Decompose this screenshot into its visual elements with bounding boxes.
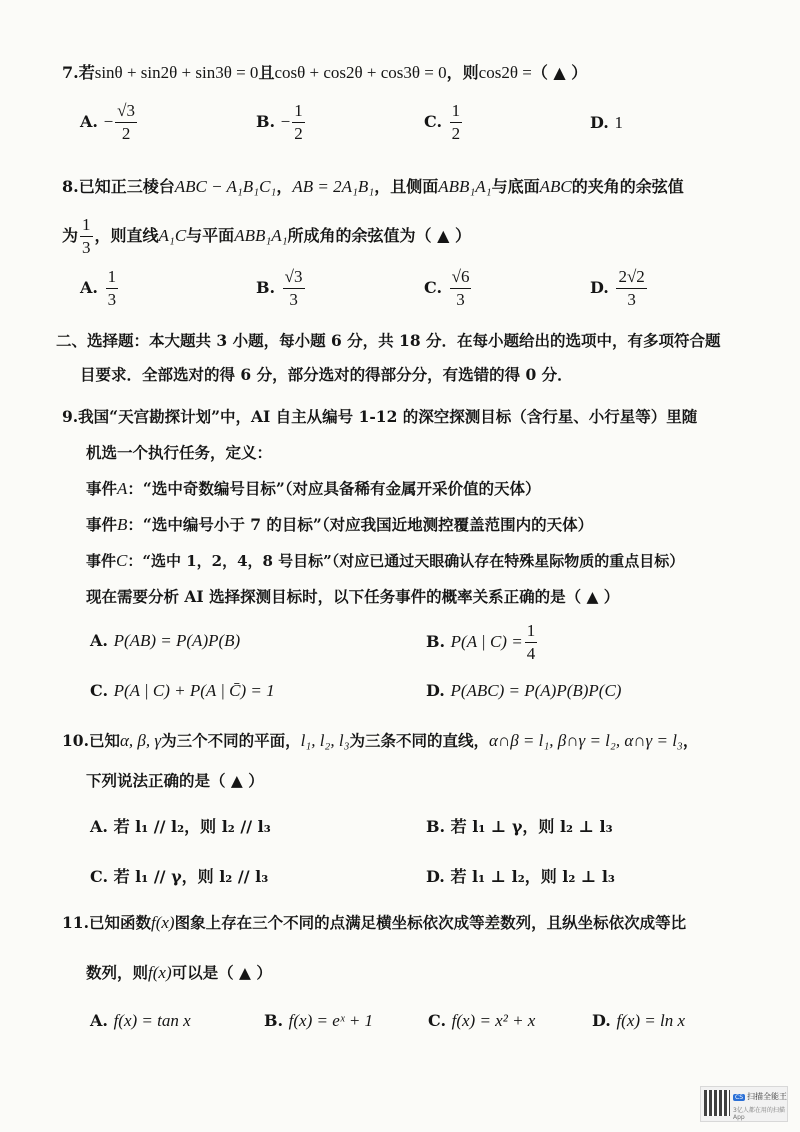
q9-option-a-label: A. [90,631,108,650]
q8-option-b [256,266,307,311]
q8-frustum: ABC − A₁B₁C₁ [174,177,277,196]
q10-option-c-text: 若 l₁ // γ，则 l₂ // l₃ [113,867,269,886]
q10-option-b-label: B. [426,817,446,836]
q8-option-c-den: 3 [456,290,465,309]
q9-event-c-text: ：“选中 1，2，4，8 号目标”（对应已通过天眼确认存在特殊星际物质的重点目标） [127,552,685,570]
scanner-watermark [700,1086,788,1122]
q7-option-c [424,100,464,145]
q9-option-b-num: 1 [525,620,538,643]
q8-cos-num: 1 [80,214,93,237]
q10-option-c-label: C. [90,867,109,886]
q7-option-a-fraction [115,100,137,145]
q8-option-c-fraction [450,266,472,311]
q10-option-d-text: 若 l₁ ⊥ l₂，则 l₂ ⊥ l₃ [450,867,615,886]
q11-option-d [592,1010,685,1032]
q9-option-b [426,620,539,665]
q11-text-2c: 可以是（ ▲ ） [171,963,272,982]
q11-fx: f(x) [150,913,175,932]
q8-text-i: 的夹角的余弦值 [571,177,684,196]
q8-option-d-label: D. [590,278,609,297]
q7-option-c-fraction [450,100,463,145]
q9-stem-line2: 机选一个执行任务，定义： [86,443,273,462]
q11-option-c [428,1010,535,1032]
q10-option-a-label: A. [90,817,108,836]
q9-event-c-var: C [116,551,128,570]
q8-option-a-num: 1 [106,266,119,289]
q8-text-c: ， [276,177,293,196]
q8-text-b: ，则直线 [94,226,159,245]
q7-option-c-label: C. [424,112,443,131]
q9-event-b-text: ：“选中编号小于 7 的目标”（对应我国近地测控覆盖范围内的天体） [127,515,594,534]
q11-fx-2: f(x) [148,963,172,982]
q7-option-b-den: 2 [294,124,303,143]
q7-option-d [590,112,623,134]
watermark-subtitle: 3亿人都在用的扫描App [733,1107,785,1121]
q9-option-a [90,630,240,652]
q8-option-c-num: √6 [450,266,472,289]
q11-option-c-expr: f(x) = x² + x [451,1011,536,1030]
q10-option-d-label: D. [426,867,445,886]
q9-event-c-label: 事件 [86,552,117,570]
q9-option-a-expr: P(AB) = P(A)P(B) [113,631,241,650]
q11-option-a [90,1010,191,1032]
q11-text-2a: 数列，则 [86,963,149,982]
q7-option-d-label: D. [590,113,609,132]
q11-stem-line1 [62,912,686,934]
q9-option-d-label: D. [426,681,445,700]
section2-heading-line2: 目要求．全部选对的得 6 分，部分选对的得部分分，有选错的得 0 分． [80,365,573,384]
q8-cos-fraction [80,214,93,259]
q7-option-b-sign: − [280,112,291,131]
q8-number: 8. [62,177,79,196]
q8-stem-line1 [62,176,684,198]
q8-option-a [80,266,120,311]
watermark-title: 扫描全能王 [747,1092,787,1101]
q7-option-c-num: 1 [450,100,463,123]
q10-option-c [90,866,268,888]
q10-text-a: 10.已知 [62,731,120,750]
q9-option-c [90,680,275,702]
q11-option-b-label: B. [264,1011,284,1030]
q8-cos-den: 3 [82,238,91,257]
q8-text-a: 已知正三棱台 [78,177,175,196]
q8-option-d-num: 2√2 [616,266,646,289]
q7-option-b-label: B. [256,112,276,131]
q9-event-c [86,550,684,572]
q7-text-pre: 若 [78,63,95,82]
q9-option-b-fraction [525,620,538,665]
q8-option-b-den: 3 [289,290,298,309]
q8-option-d-den: 3 [627,290,636,309]
q10-stem-line2: 下列说法正确的是（ ▲ ） [86,771,264,790]
q9-ask: 现在需要分析 AI 选择探测目标时，以下任务事件的概率关系正确的是（ ▲ ） [86,587,620,606]
q8-side-face: ABB₁A₁ [438,177,492,196]
q7-option-c-den: 2 [451,124,461,143]
q11-option-d-expr: f(x) = ln x [616,1011,686,1030]
q8-plane: ABB₁A₁ [234,226,288,245]
q10-option-a [90,816,271,838]
q8-option-b-fraction [283,266,305,311]
q9-stem-line1: 9.我国“天宫勘探计划”中，AI 自主从编号 1-12 的深空探测目标（含行星、小行星等）里随 [62,407,698,426]
q7-option-b [256,100,307,145]
q8-option-c [424,266,473,311]
q7-equation-cos: cosθ + cos2θ + cos3θ = 0 [274,63,447,82]
q11-option-b-expr: f(x) = eˣ + 1 [288,1011,374,1030]
q8-ratio: AB = 2A₁B₁ [292,177,375,196]
q9-option-b-expr: P(A | C) = [450,632,523,651]
q8-text-wei: 为 [62,226,79,245]
scanner-logo: CS [735,1094,743,1101]
q7-option-b-fraction [292,100,305,145]
q8-text-f: 所成角的余弦值为（ ▲ ） [287,226,471,245]
q8-option-a-den: 3 [107,290,117,309]
q9-event-b-var: B [117,515,128,534]
q11-option-d-label: D. [592,1011,611,1030]
q8-stem-line2 [62,214,471,259]
q8-text-e: ，且侧面 [374,177,439,196]
q9-event-a-text: ：“选中奇数编号目标”（对应具备稀有金属开采价值的天体） [127,479,541,498]
q7-ask: cos2θ = [478,63,532,82]
q8-option-b-num: √3 [283,266,305,289]
q9-event-b-label: 事件 [86,515,118,534]
q9-option-b-den: 4 [526,644,536,663]
q7-option-d-value: 1 [614,113,623,132]
q10-stem-line1 [62,730,698,752]
q11-option-b [264,1010,373,1032]
q9-event-b [86,514,593,536]
q8-option-d-fraction [616,266,646,311]
q7-text-mid: 且 [258,63,275,82]
q10-text-e: 为三条不同的直线， [349,731,489,750]
q11-option-a-label: A. [90,1011,108,1030]
q8-option-a-fraction [106,266,119,311]
q7-equation-sin: sinθ + sin2θ + sin3θ = 0 [94,63,259,82]
q10-text-c: 为三个不同的平面， [161,731,301,750]
q11-option-c-label: C. [428,1011,447,1030]
q10-planes: α, β, γ [119,731,162,750]
q11-stem-line2 [86,962,272,984]
q10-option-b [426,816,613,838]
q7-text-comma: ，则 [446,63,479,82]
q7-answer-blank: （ ▲ ） [531,63,588,82]
watermark-title-row [733,1091,787,1102]
q9-option-c-expr: P(A | C) + P(A | C̄) = 1 [113,681,275,700]
q10-option-b-text: 若 l₁ ⊥ γ，则 l₂ ⊥ l₃ [450,817,613,836]
q8-line-a1c: A₁C [158,226,187,245]
q11-text-c: 图象上存在三个不同的点满足横坐标依次成等差数列，且纵坐标依次成等比 [174,913,687,932]
section2-heading-line1: 二、选择题：本大题共 3 小题，每小题 6 分，共 18 分．在每小题给出的选项中，有多项符合题 [56,331,721,350]
q7-option-a-den: 2 [121,124,131,143]
q10-text-g: ， [682,731,699,750]
q7-option-b-num: 1 [292,100,305,123]
q9-event-a [86,478,541,500]
q7-number: 7. [62,63,79,82]
q7-option-a-sign: − [103,112,114,131]
q8-base: ABC [539,177,572,196]
q9-option-d [426,680,621,702]
q8-text-g: 与底面 [491,177,540,196]
q9-event-a-var: A [117,479,128,498]
q10-option-d [426,866,615,888]
q11-text-a: 11.已知函数 [62,913,151,932]
q8-text-d: 与平面 [186,226,235,245]
q9-option-c-label: C. [90,681,109,700]
q10-lines: l₁, l₂, l₃ [300,731,350,750]
q7-stem [62,62,587,84]
q8-option-a-label: A. [80,278,98,297]
q7-option-a-num: √3 [115,100,137,123]
q9-event-a-label: 事件 [86,479,118,498]
q10-intersections: α∩β = l₁, β∩γ = l₂, α∩γ = l₃ [489,731,683,750]
q9-option-b-label: B. [426,632,446,651]
q8-option-b-label: B. [256,278,276,297]
q8-option-d [590,266,649,311]
q7-option-a-label: A. [80,112,98,131]
q11-option-a-expr: f(x) = tan x [113,1011,191,1030]
q9-option-d-expr: P(ABC) = P(A)P(B)P(C) [450,681,622,700]
q10-option-a-text: 若 l₁ // l₂，则 l₂ // l₃ [113,817,271,836]
qr-code-icon [704,1090,730,1116]
q8-option-c-label: C. [424,278,443,297]
q7-option-a [80,100,139,145]
